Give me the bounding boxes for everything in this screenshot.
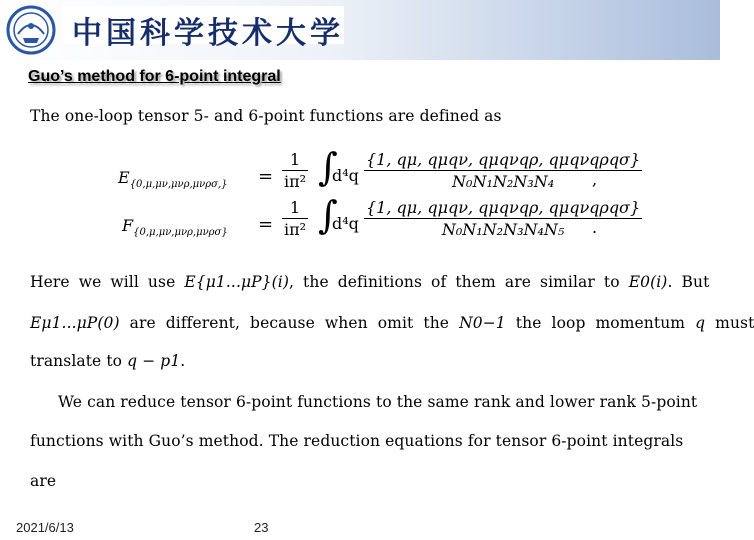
equation-1-equals: = <box>258 166 274 187</box>
paragraph-1-math-q: q <box>695 314 706 332</box>
equation-1-lhs-symbol: E <box>118 168 130 187</box>
paragraph-1-math-e-mu-0: Eμ1...μP(0) <box>30 314 120 332</box>
paragraph-1-line-2 <box>30 314 754 332</box>
paragraph-1-text-h: must <box>705 314 754 332</box>
paragraph-1-text-c: , the definitions of them are similar to <box>288 273 620 291</box>
paragraph-2-line-2: functions with Guo’s method. The reduction equations for tensor 6-point integrals <box>30 432 684 450</box>
equation-2-integral-sign: ∫ <box>318 193 338 237</box>
paragraph-1-text-e: . But <box>667 273 710 291</box>
equation-1-end: , <box>592 170 598 189</box>
equation-1-lhs-subscript: {0,μ,μν,μνρ,μνρσ,} <box>129 179 228 191</box>
equation-2-fraction <box>364 198 642 239</box>
equation-2-lhs-subscript: {0,μ,μν,μνρ,μνρσ} <box>133 227 228 239</box>
equation-1-prefactor-numerator: 1 <box>289 150 301 169</box>
equation-2-denominator: N₀N₁N₂N₃N₄N₅ <box>364 218 642 239</box>
paragraph-1-text-g: the loop momentum <box>505 314 696 332</box>
intro-text: The one-loop tensor 5- and 6-point functions are defined as <box>30 107 502 125</box>
footer-date: 2021/6/13 <box>16 520 74 535</box>
paragraph-1-text-a: Here we will use <box>30 273 176 291</box>
equation-2-equals: = <box>258 214 274 235</box>
paragraph-1-text-i: translate to <box>30 352 128 370</box>
paragraph-2-line-1: We can reduce tensor 6-point functions to the same rank and lower rank 5-point <box>58 393 698 411</box>
paragraph-1-math-n0-inverse: N0−1 <box>459 314 506 332</box>
equation-1-prefactor-denominator: iπ² <box>284 172 307 191</box>
equation-2-measure: d⁴q <box>332 214 359 233</box>
equation-1-lhs <box>118 168 228 190</box>
equation-1-denominator: N₀N₁N₂N₃N₄ <box>364 170 642 191</box>
equation-1-numerator: {1, qμ, qμqν, qμqνqρ, qμqνqρqσ} <box>366 150 641 169</box>
equation-1-fraction <box>364 150 642 191</box>
equation-1-measure: d⁴q <box>332 166 359 185</box>
footer-page-number: 23 <box>254 520 269 535</box>
equation-2-lhs <box>122 216 228 238</box>
equation-2-prefactor-denominator: iπ² <box>284 220 307 239</box>
university-name-banner: 中国科学技术大学 <box>72 16 344 51</box>
paragraph-1-text-f: are different, because when omit the <box>119 314 460 332</box>
paragraph-1-line-1 <box>30 273 709 291</box>
paragraph-2-line-3: are <box>30 472 57 490</box>
equation-2-end: . <box>592 218 598 237</box>
equation-2-prefactor-numerator: 1 <box>289 198 301 217</box>
paragraph-1-math-e-mu: E{μ1...μP}(i) <box>184 273 289 291</box>
equation-2-prefactor <box>282 198 308 239</box>
paragraph-1-line-3 <box>30 352 185 370</box>
paragraph-1-math-q-minus-p1: q − p1 <box>127 352 181 370</box>
university-logo-icon <box>6 4 56 56</box>
paragraph-1-text-j: . <box>180 352 186 370</box>
equation-1-integral-sign: ∫ <box>318 145 338 189</box>
equation-2-lhs-symbol: F <box>122 216 134 235</box>
paragraph-1-math-e0: E0(i) <box>628 273 668 291</box>
slide-title: Guo’s method for 6-point integral <box>28 68 281 85</box>
equation-1-prefactor <box>282 150 308 191</box>
equation-2-numerator: {1, qμ, qμqν, qμqνqρ, qμqνqρqσ} <box>366 198 641 217</box>
